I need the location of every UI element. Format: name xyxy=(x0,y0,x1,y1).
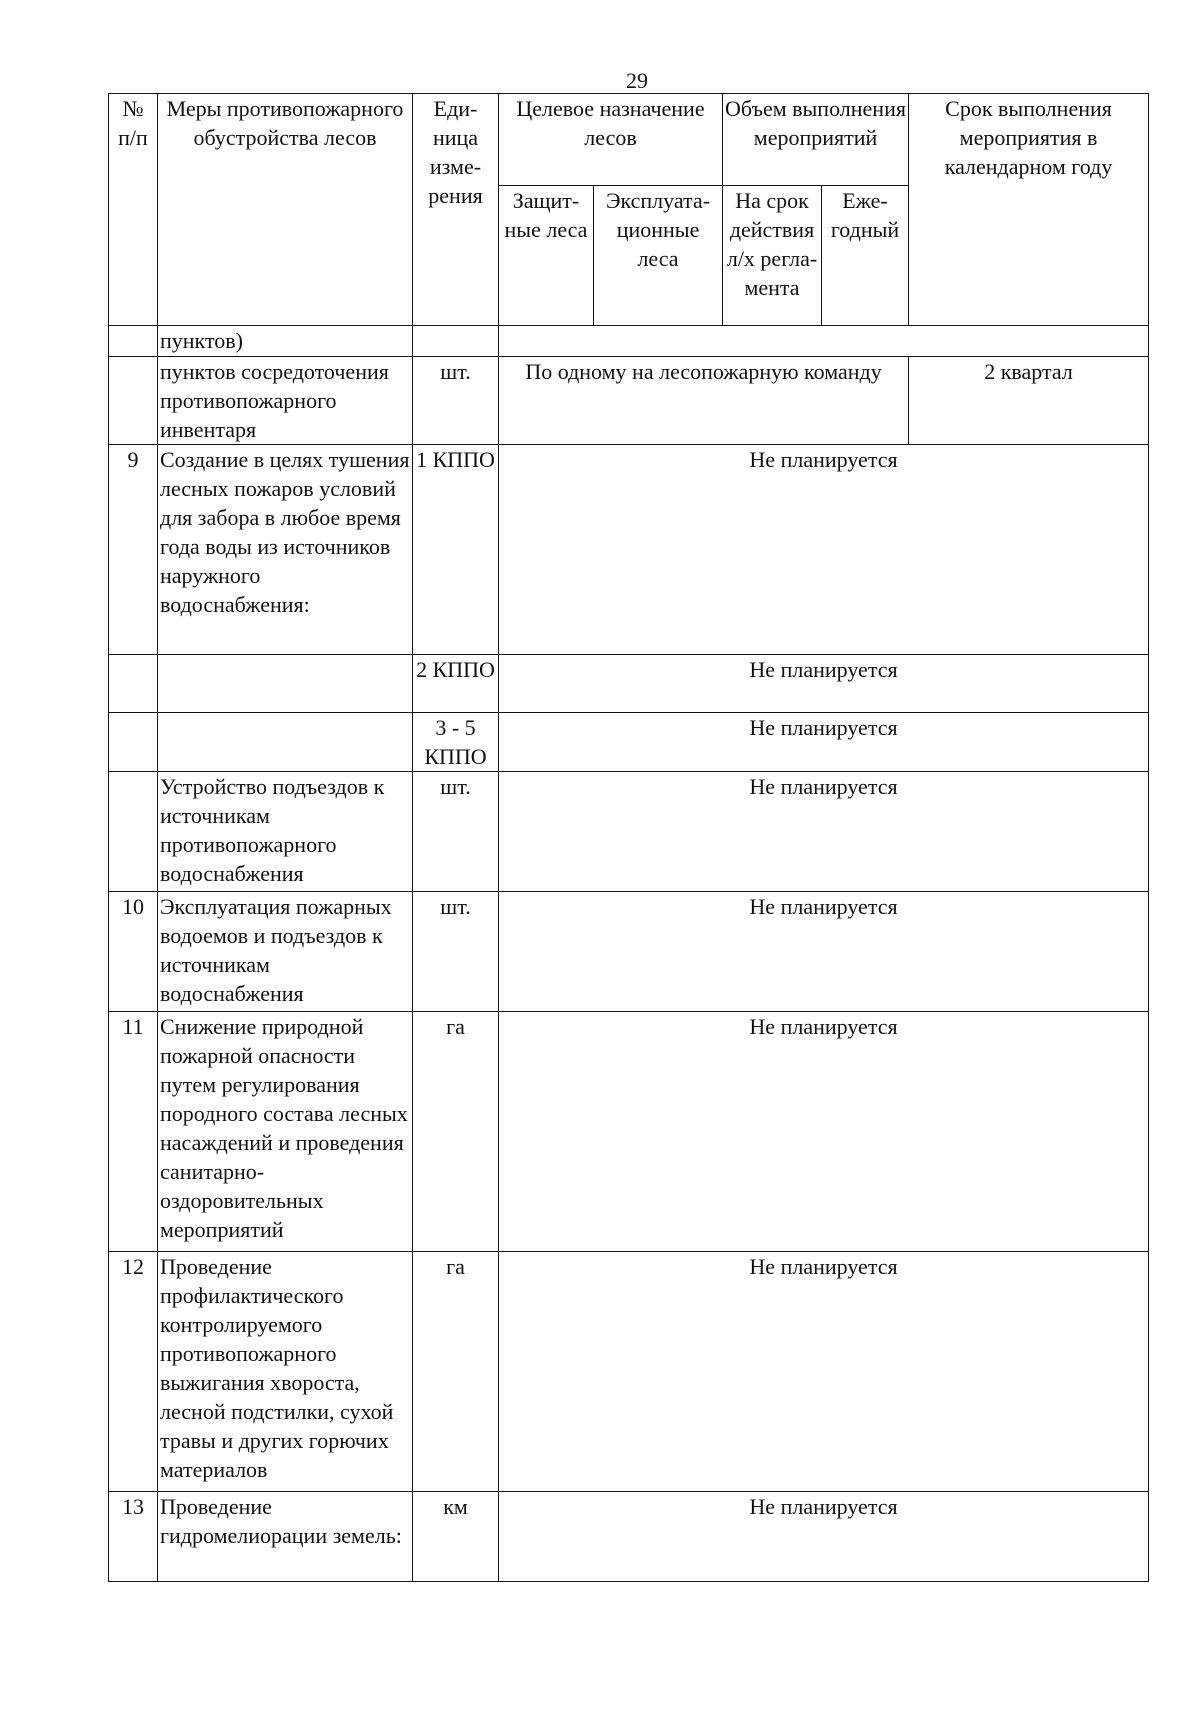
row-measure: Создание в целях тушения лесных пожаров условий для забора в любое время года воды из источников наружного водоснабжения: xyxy=(158,445,413,655)
table-row xyxy=(109,445,1149,655)
row-plan: Не планируется xyxy=(499,772,1149,892)
row-number: 10 xyxy=(109,892,158,1012)
row-number: 13 xyxy=(109,1492,158,1582)
header-row-top xyxy=(109,94,1149,186)
row-unit: га xyxy=(413,1252,499,1492)
table-row xyxy=(109,357,1149,445)
row-number: 11 xyxy=(109,1012,158,1252)
row-plan: По одному на лесопожарную команду xyxy=(499,357,909,445)
header-forest-purpose: Целевое назначение лесов xyxy=(499,94,723,186)
header-volume: Объем выполнения мероприятий xyxy=(723,94,909,186)
header-exploitation-forests: Эксплуата-ционные леса xyxy=(594,186,723,326)
row-plan: Не планируется xyxy=(499,1492,1149,1582)
fire-prevention-table xyxy=(108,93,1149,1582)
row-number xyxy=(109,713,158,772)
row-number xyxy=(109,772,158,892)
row-plan: Не планируется xyxy=(499,1012,1149,1252)
row-measure: пунктов) xyxy=(158,326,413,357)
row-plan: Не планируется xyxy=(499,655,1149,713)
row-measure: Проведение гидромелиорации земель: xyxy=(158,1492,413,1582)
row-measure: Устройство подъездов к источникам противопожарного водоснабжения xyxy=(158,772,413,892)
header-deadline: Срок выполнения мероприятия в календарном году xyxy=(909,94,1149,326)
table-row xyxy=(109,713,1149,772)
row-number xyxy=(109,357,158,445)
row-measure xyxy=(158,713,413,772)
header-volume-annual: Еже-годный xyxy=(822,186,909,326)
row-number: 12 xyxy=(109,1252,158,1492)
page-number: 29 xyxy=(626,68,648,93)
row-plan: Не планируется xyxy=(499,1252,1149,1492)
header-protective-forests: Защит-ные леса xyxy=(499,186,594,326)
row-unit: шт. xyxy=(413,772,499,892)
header-num: № п/п xyxy=(109,94,158,326)
row-measure xyxy=(158,655,413,713)
row-plan: Не планируется xyxy=(499,445,1149,655)
row-number xyxy=(109,326,158,357)
header-measures: Меры противопожарного обустройства лесов xyxy=(158,94,413,326)
row-measure: Снижение природной пожарной опасности путем регулирования породного состава лесных насаждений и проведения санитарно-оздоровительных мероприятий xyxy=(158,1012,413,1252)
row-unit: 3 - 5 КППО xyxy=(413,713,499,772)
row-number: 9 xyxy=(109,445,158,655)
table-row xyxy=(109,1012,1149,1252)
row-unit: шт. xyxy=(413,892,499,1012)
row-unit: га xyxy=(413,1012,499,1252)
row-measure: Проведение профилактического контролируемого противопожарного выжигания хвороста, лесной подстилки, сухой травы и других горючих материалов xyxy=(158,1252,413,1492)
row-plan: Не планируется xyxy=(499,713,1149,772)
header-volume-term: На срок действия л/х регла-мента xyxy=(723,186,822,326)
row-deadline: 2 квартал xyxy=(909,357,1149,445)
row-number xyxy=(109,655,158,713)
row-measure: Эксплуатация пожарных водоемов и подъездов к источникам водоснабжения xyxy=(158,892,413,1012)
table-row xyxy=(109,326,1149,357)
table-row xyxy=(109,1492,1149,1582)
row-unit: 2 КППО xyxy=(413,655,499,713)
row-unit: км xyxy=(413,1492,499,1582)
row-plan xyxy=(499,326,1149,357)
row-plan: Не планируется xyxy=(499,892,1149,1012)
header-unit: Еди-ница изме-рения xyxy=(413,94,499,326)
row-unit: шт. xyxy=(413,357,499,445)
row-unit: 1 КППО xyxy=(413,445,499,655)
table-row xyxy=(109,892,1149,1012)
row-unit xyxy=(413,326,499,357)
table-row xyxy=(109,772,1149,892)
table-row xyxy=(109,1252,1149,1492)
row-measure: пунктов сосредоточения противопожарного инвентаря xyxy=(158,357,413,445)
table-row xyxy=(109,655,1149,713)
